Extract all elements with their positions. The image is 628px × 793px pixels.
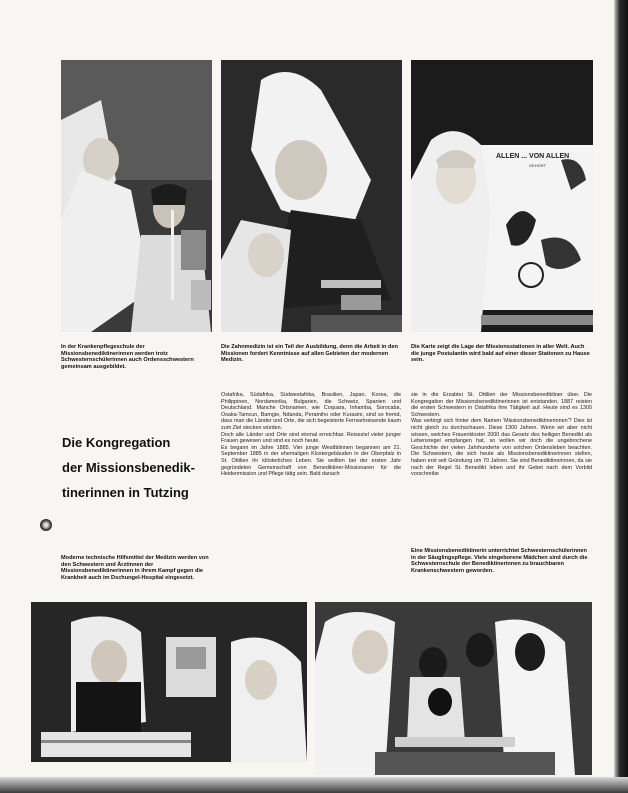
infant-care-photo bbox=[315, 602, 592, 775]
nursing-school-photo bbox=[61, 60, 212, 332]
paragraph: Es begann im Jahre 1885. Vier junge Westfälinnen begannen am 21. September 1885 in der ehemaligen Klostergebäuden in der Oberpfalz in St. Ottilien ihr klösterliches Leben. Sie wollten bei der ersten Jahr gegründeten Gemeinschaft von Benediktiner-Missionaren für die Heidenmission und Pflege tätig sein. Bald danach bbox=[221, 444, 401, 478]
mission-map-photo bbox=[411, 60, 593, 332]
caption-nursing-school: In der Krankenpflegeschule der Missionsbenediktinerinnen werden trotz Schwesternschülerinnen auch Ordensschwestern gemeinsam ausgebildet. bbox=[61, 344, 194, 370]
map-poster-subtitle: GEHÖRT bbox=[529, 163, 547, 168]
article-column-middle bbox=[221, 392, 401, 478]
medical-equipment-photo bbox=[31, 602, 307, 762]
caption-medical-equipment: Moderne technische Hilfsmittel der Medizin werden von den Schwestern und Ärztinnen der Missionsbenediktinerinnen in ihrem Kampf gegen die Krankheit auch im Dschungel-Hospital eingesetzt. bbox=[61, 555, 209, 581]
headline-line-1: Die Kongregation bbox=[62, 435, 171, 450]
paragraph: sie in die Erzabtei St. Ottilien der Missionsbenediktiner über. Die Kongregation der Missionsbenediktinerinnen ist entstanden. 1887 reisten die ersten Schwestern in Ostafrika ihre Tätigkeit auf. Heute sind es 1300 Schwestern. bbox=[411, 392, 592, 418]
book-binding-edge bbox=[614, 0, 628, 793]
map-poster-title: ALLEN ... VON ALLEN bbox=[496, 153, 570, 160]
dental-training-photo bbox=[221, 60, 402, 332]
headline-line-3: tinerinnen in Tutzing bbox=[62, 485, 189, 500]
page-bottom-edge bbox=[0, 777, 628, 793]
order-emblem-icon bbox=[40, 519, 52, 531]
article-headline bbox=[62, 430, 222, 505]
caption-infant-care: Eine Missionsbenediktinerin unterrichtet Schwesternschülerinnen in der Säuglingspflege. Viele eingeborene Mädchen sind durch die Schwesternschule der Benediktinerinnen zu brauchbaren Krankenschwestern geworden. bbox=[411, 548, 588, 574]
paragraph: Doch alle Länder und Orte sind einmal erreichbar. Reiseziel vieler junger Frauen gewesen und sind es noch heute. bbox=[221, 431, 401, 445]
article-column-right bbox=[411, 392, 592, 478]
headline-line-2: der Missionsbenedik- bbox=[62, 460, 195, 475]
caption-dental-training: Die Zahnmedizin ist ein Teil der Ausbildung, denn die Arbeit in den Missionen fordert Kenntnisse auf allen Gebieten der modernen Medizin. bbox=[221, 344, 398, 364]
paragraph: Was verbirgt sich hinter dem Namen 'Missionsbenediktinerinnen'? Dies ist nicht gleich zu durchschauen. Diese 1300 Jahren. Wenn wir aber nicht wissen, welches Frauenkloster 2000 das Gesetz des heiligen Benedikt als Lebensregel empfangen hat, so wollen wir doch die ungebrochene Geschichte der vielen Jahrhunderte von solchen Ordensleben beachten. Die Schwestern, die sich heute als Missionsbenediktinerinnen stellen, haben erst seit Gründung um 70 Jahren. Sie sind Benediktinerinnen, da sie nach der Regel St. Benedikt leben und ihr Gebet nach dem Vorbild vorschreibe bbox=[411, 418, 592, 478]
caption-mission-map: Die Karte zeigt die Lage der Missionsstationen in aller Welt. Auch die junge Postulantin wird bald auf einer dieser Stationen zu Hause sein. bbox=[411, 344, 590, 364]
paragraph: Ostafrika, Südafrika, Südwestafrika, Brasilien, Japan, Korea, die Philippinen, Nordamerika, Bulgarien, die Schweiz, Spanien und Deutschland. Manche Ortsnamen, wie Coquara, Inhamba, Sorocaba, Osaka-Tamcun, Bamgie, Ndanda, Peramiho oder Kurasini, sind so fremd, dass man die Länder und Orte, die sich begeisterte Fernsehreisende kaum zum Ziel stecken würden. bbox=[221, 392, 401, 431]
